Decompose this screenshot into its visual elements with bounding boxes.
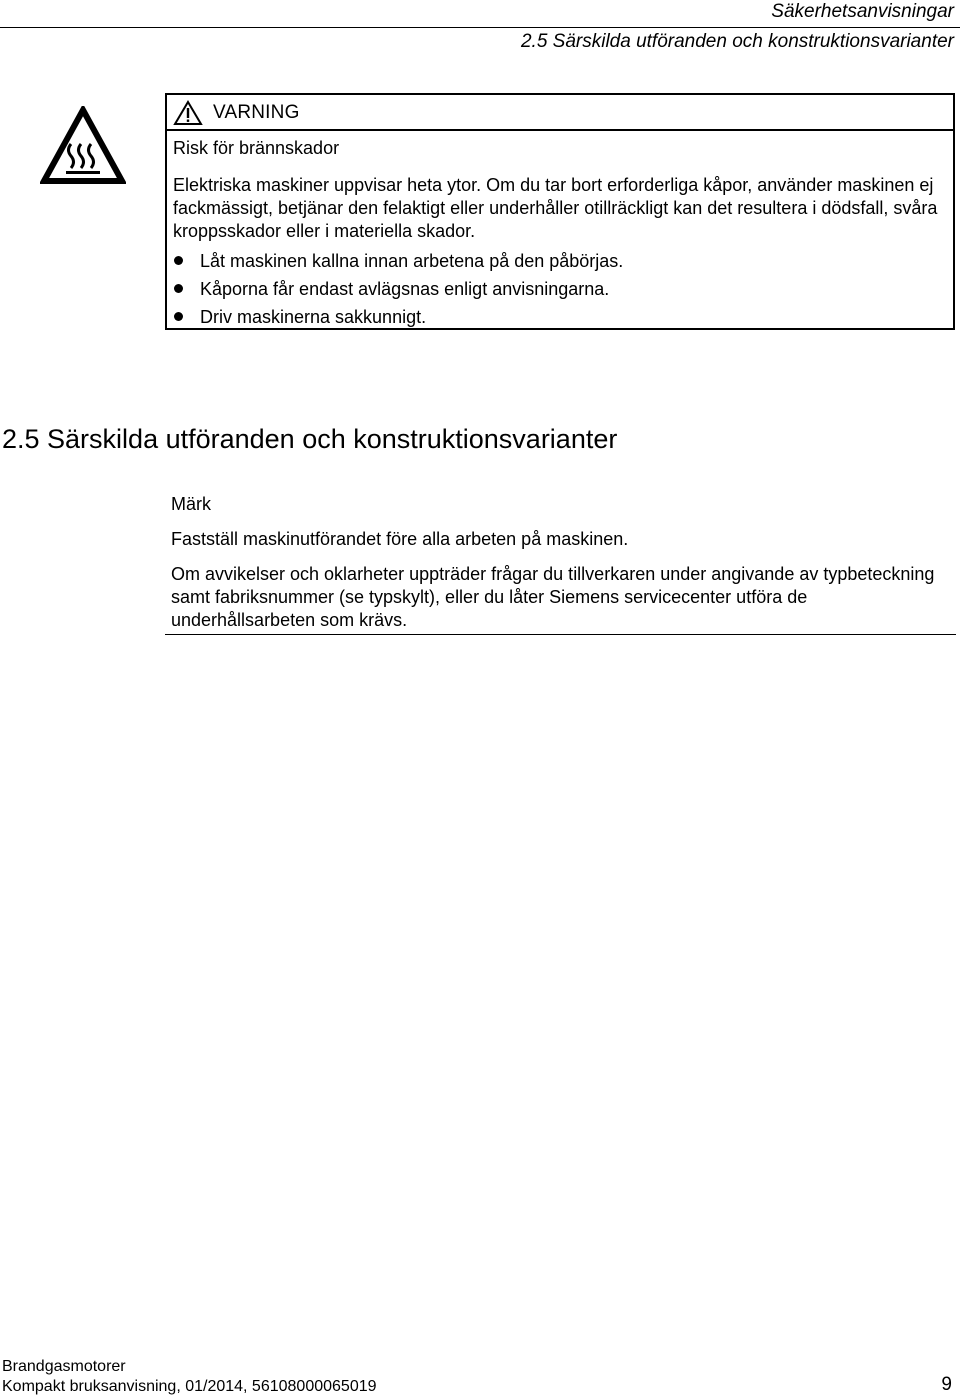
header-chapter-title: Säkerhetsanvisningar: [771, 1, 954, 22]
header-divider: [0, 27, 960, 28]
note-paragraph: Om avvikelser och oklarheter uppträder frågar du tillverkaren under angivande av typbeteckning samt fabriksnummer (se typskylt), eller du låter Siemens servicecenter utföra de underhållsarbeten som krävs.: [171, 564, 935, 630]
header-section-title: 2.5 Särskilda utföranden och konstruktionsvarianter: [520, 31, 954, 52]
section-heading: 2.5 Särskilda utföranden och konstruktionsvarianter: [2, 424, 618, 454]
page-number: 9: [941, 1374, 952, 1395]
warning-bullet-list: [173, 247, 623, 331]
warning-bullet-item: Kåporna får endast avlägsnas enligt anvisningarna.: [173, 275, 623, 303]
warning-title: VARNING: [213, 102, 300, 123]
note-paragraph: Fastställ maskinutförandet före alla arbeten på maskinen.: [171, 529, 629, 549]
warning-subtitle: Risk för brännskador: [173, 138, 340, 158]
warning-title-row: [167, 95, 953, 131]
warning-bullet-item: Driv maskinerna sakkunnigt.: [173, 303, 623, 331]
warning-box: [165, 93, 955, 330]
warning-bullet-item: Låt maskinen kallna innan arbetena på den påbörjas.: [173, 247, 623, 275]
note-label: Märk: [171, 494, 211, 514]
footer-product-name: Brandgasmotorer: [2, 1358, 126, 1375]
exclamation-triangle-icon: [173, 100, 203, 126]
footer-document-info: Kompakt bruksanvisning, 01/2014, 56108000065019: [2, 1378, 377, 1395]
note-divider: [165, 634, 956, 635]
warning-body-text: Elektriska maskiner uppvisar heta ytor. Om du tar bort erforderliga kåpor, använder maskinen ej fackmässigt, betjänar den felaktigt eller underhåller otillräckligt kan det resultera i dödsfall, svåra kroppsskador eller i materiella skador.: [173, 175, 938, 241]
hot-surface-warning-icon: [40, 106, 126, 186]
